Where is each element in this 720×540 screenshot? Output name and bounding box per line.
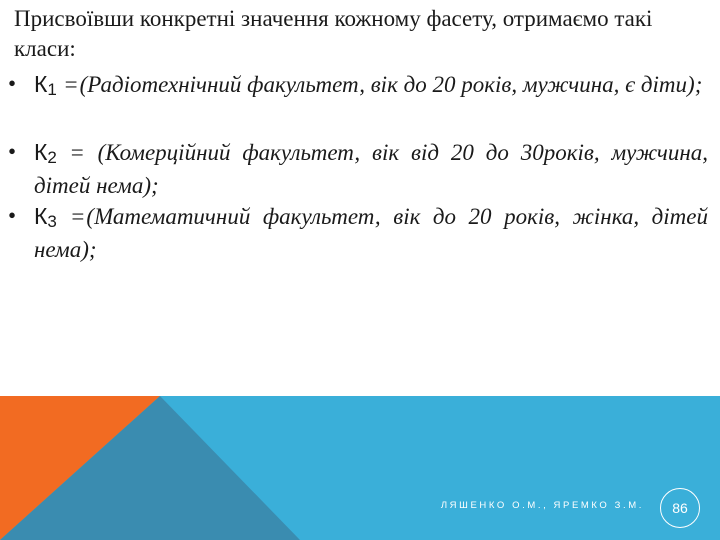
class-facets: (Комерційний факультет, вік від 20 до 30років, мужчина, дітей нема); <box>34 140 709 198</box>
footer-author: ЛЯШЕНКО О.М., ЯРЕМКО З.М. <box>440 500 644 511</box>
class-facets: (Математичний факультет, вік до 20 років, жінка, дітей нема); <box>34 204 709 262</box>
class-facets: (Радіотехнічний факультет, вік до 20 років, мужчина, є діти); <box>79 72 703 97</box>
class-list-item <box>8 138 708 200</box>
class-list-item <box>8 202 708 264</box>
page-number-badge <box>660 488 700 528</box>
bullet: • <box>8 203 17 228</box>
equals-sign: = <box>70 140 84 165</box>
class-label: $К_1$ <box>34 71 57 99</box>
class-definition <box>34 70 708 104</box>
class-label: $К_3$ <box>34 203 57 231</box>
class-definition <box>34 202 708 264</box>
equals-sign: = <box>64 72 78 97</box>
bullet: • <box>8 71 17 96</box>
slide-intro-text: Присвоївши конкретні значення кожному фасету, отримаємо такі класи: <box>14 6 653 61</box>
footer-decoration <box>0 396 720 540</box>
class-index: 2 <box>47 148 57 167</box>
slide-footer <box>0 396 720 540</box>
bullet: • <box>8 139 17 164</box>
class-index: 1 <box>47 80 57 99</box>
page-number: 86 <box>672 500 688 516</box>
class-index: 3 <box>47 212 57 231</box>
equals-sign: = <box>71 204 85 229</box>
class-label: $К_2$ <box>34 139 57 167</box>
class-list-item <box>8 70 708 104</box>
class-definition <box>34 138 708 200</box>
